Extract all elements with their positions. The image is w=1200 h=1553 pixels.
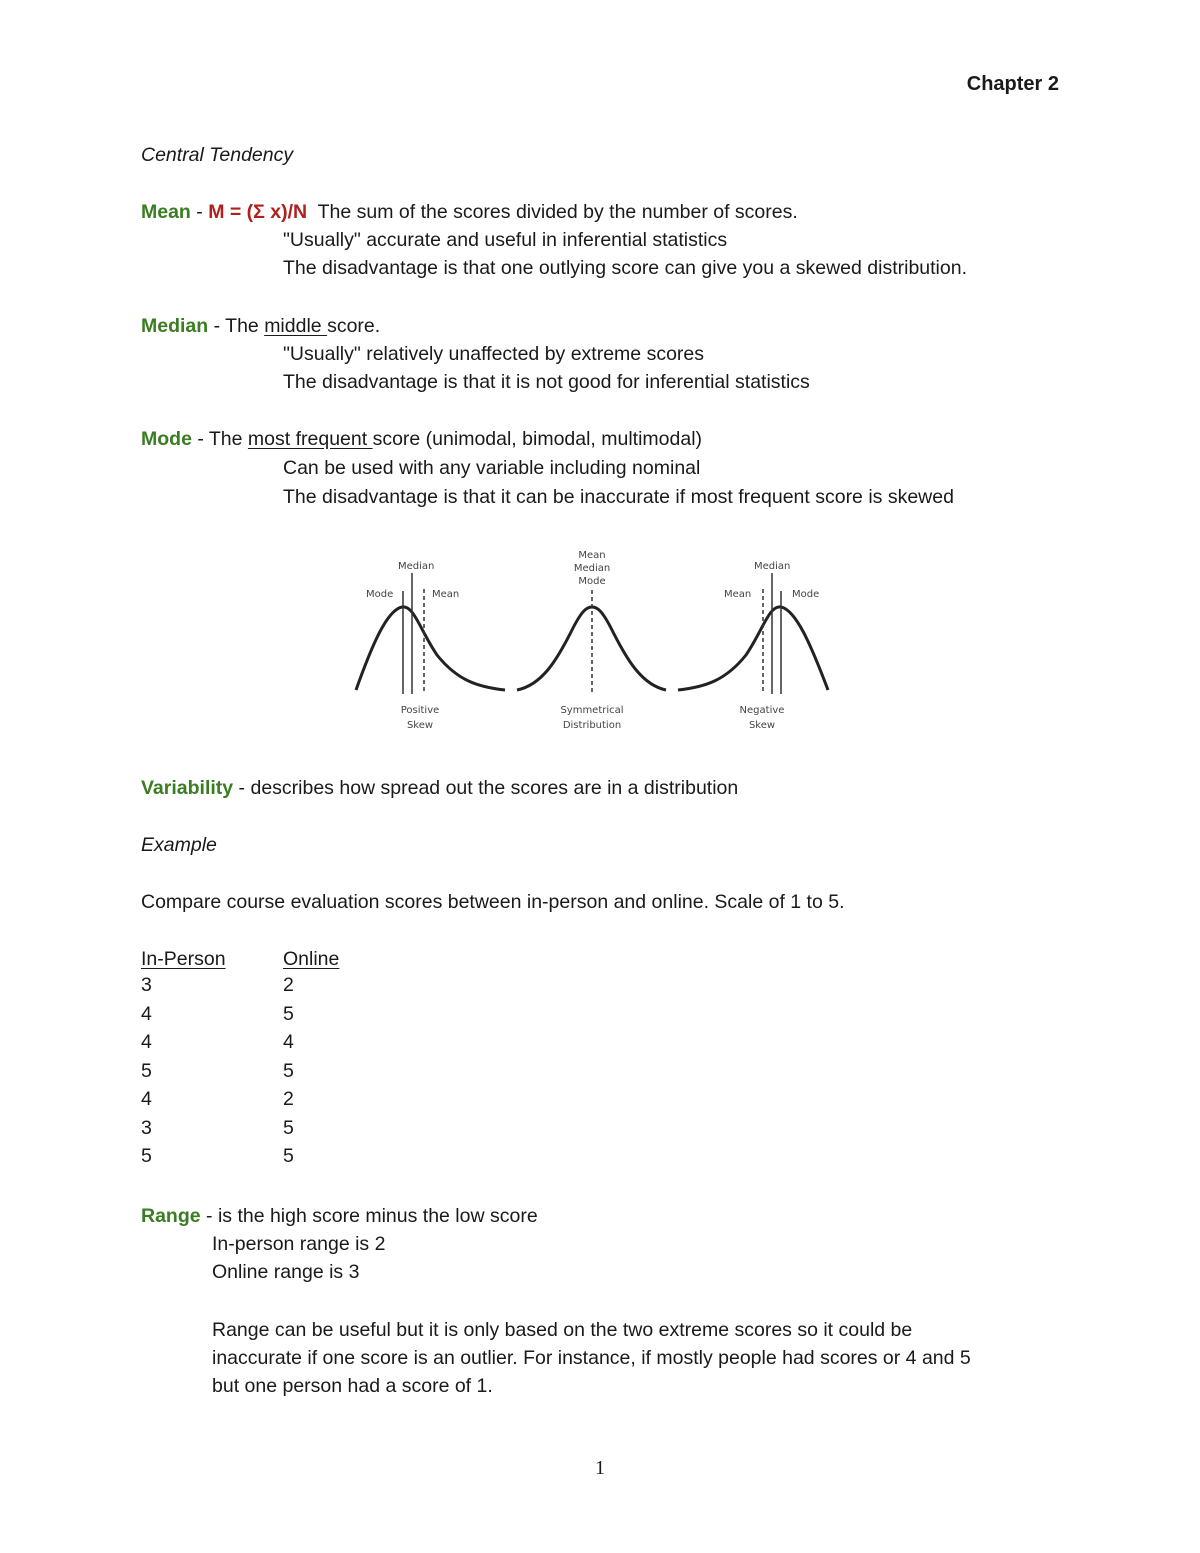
- online-score: 5: [283, 1116, 294, 1139]
- median-note-2: The disadvantage is that it is not good for inferential statistics: [283, 371, 810, 393]
- negative-mean-label: Mean: [724, 589, 752, 600]
- in-person-score: 4: [141, 1031, 152, 1053]
- range-line: [141, 1204, 538, 1228]
- median-underlined: middle: [264, 315, 328, 337]
- page-number: 1: [595, 1457, 605, 1479]
- col-header-online: Online: [283, 948, 340, 970]
- in-person-scores: [141, 971, 152, 1171]
- mean-term: Mean: [141, 201, 191, 223]
- median-note-1: "Usually" relatively unaffected by extreme scores: [283, 343, 705, 365]
- range-definition: - is the high score minus the low score: [200, 1205, 538, 1227]
- range-paragraph-line-1: Range can be useful but it is only based on the two extreme scores so it could be: [212, 1319, 913, 1341]
- example-title: Example: [141, 834, 217, 856]
- mode-term: Mode: [141, 428, 192, 450]
- mean-note-2: The disadvantage is that one outlying score can give you a skewed distribution.: [283, 257, 967, 279]
- range-term: Range: [141, 1205, 201, 1227]
- median-term: Median: [141, 315, 209, 337]
- symmetric-mean-label: Mean: [578, 550, 606, 561]
- mode-note-2: The disadvantage is that it can be inaccurate if most frequent score is skewed: [283, 486, 954, 508]
- online-score: 5: [283, 1145, 294, 1167]
- variability-line: [141, 776, 738, 800]
- mode-suffix: score (unimodal, bimodal, multimodal): [372, 428, 703, 450]
- median-suffix: score.: [327, 315, 381, 337]
- negative-median-label: Median: [754, 561, 791, 572]
- positive-caption-2: Skew: [406, 720, 434, 731]
- mean-definition: The sum of the scores divided by the number of scores.: [317, 201, 798, 223]
- median-line: [141, 314, 380, 338]
- positive-mean-label: Mean: [432, 589, 460, 600]
- symmetric-caption-2: Distribution: [562, 720, 622, 731]
- negative-caption-2: Skew: [748, 720, 776, 731]
- range-paragraph-line-2: inaccurate if one score is an outlier. For instance, if mostly people had scores or 4 and 5: [212, 1347, 971, 1369]
- mean-note-1: "Usually" accurate and useful in inferential statistics: [283, 229, 728, 251]
- in-person-score: 5: [141, 1145, 152, 1167]
- in-person-score: 3: [141, 974, 152, 996]
- mean-formula: M = (Σ x)/N: [208, 201, 308, 223]
- range-paragraph-line-3: but one person had a score of 1.: [212, 1375, 493, 1397]
- variability-definition: - describes how spread out the scores are in a distribution: [233, 777, 739, 799]
- online-score: 5: [283, 1002, 294, 1025]
- in-person-score: 4: [141, 1088, 152, 1110]
- example-intro: Compare course evaluation scores between in-person and online. Scale of 1 to 5.: [141, 891, 845, 913]
- positive-caption-1: Positive: [400, 705, 440, 716]
- mode-note-1: Can be used with any variable including nominal: [283, 457, 701, 479]
- in-person-score: 4: [141, 1002, 152, 1025]
- symmetric-caption-1: Symmetrical: [560, 705, 624, 716]
- variability-term: Variability: [141, 777, 234, 799]
- online-scores: [283, 971, 294, 1171]
- online-score: 5: [283, 1059, 294, 1082]
- positive-mode-label: Mode: [366, 589, 394, 600]
- symmetric-mode-label: Mode: [578, 576, 606, 587]
- col-header-in-person: In-Person: [141, 948, 226, 970]
- negative-caption-1: Negative: [739, 705, 785, 716]
- online-score: 2: [283, 1088, 294, 1110]
- in-person-score: 3: [141, 1116, 152, 1139]
- central-tendency-title: Central Tendency: [141, 144, 294, 166]
- chapter-header: Chapter 2: [966, 73, 1059, 95]
- positive-median-label: Median: [398, 561, 435, 572]
- median-prefix: - The: [208, 315, 265, 337]
- mode-line: [141, 427, 702, 451]
- mean-sep: -: [190, 201, 209, 223]
- online-score: 2: [283, 974, 294, 996]
- in-person-score: 5: [141, 1059, 152, 1082]
- range-online: Online range is 3: [212, 1261, 360, 1283]
- mode-underlined: most frequent: [247, 428, 373, 450]
- range-in-person: In-person range is 2: [212, 1233, 386, 1255]
- mean-line: [141, 200, 798, 224]
- symmetric-median-label: Median: [573, 563, 611, 574]
- negative-mode-label: Mode: [792, 589, 820, 600]
- online-score: 4: [283, 1031, 294, 1053]
- mode-prefix: - The: [191, 428, 248, 450]
- skew-distribution-figure: [352, 545, 832, 737]
